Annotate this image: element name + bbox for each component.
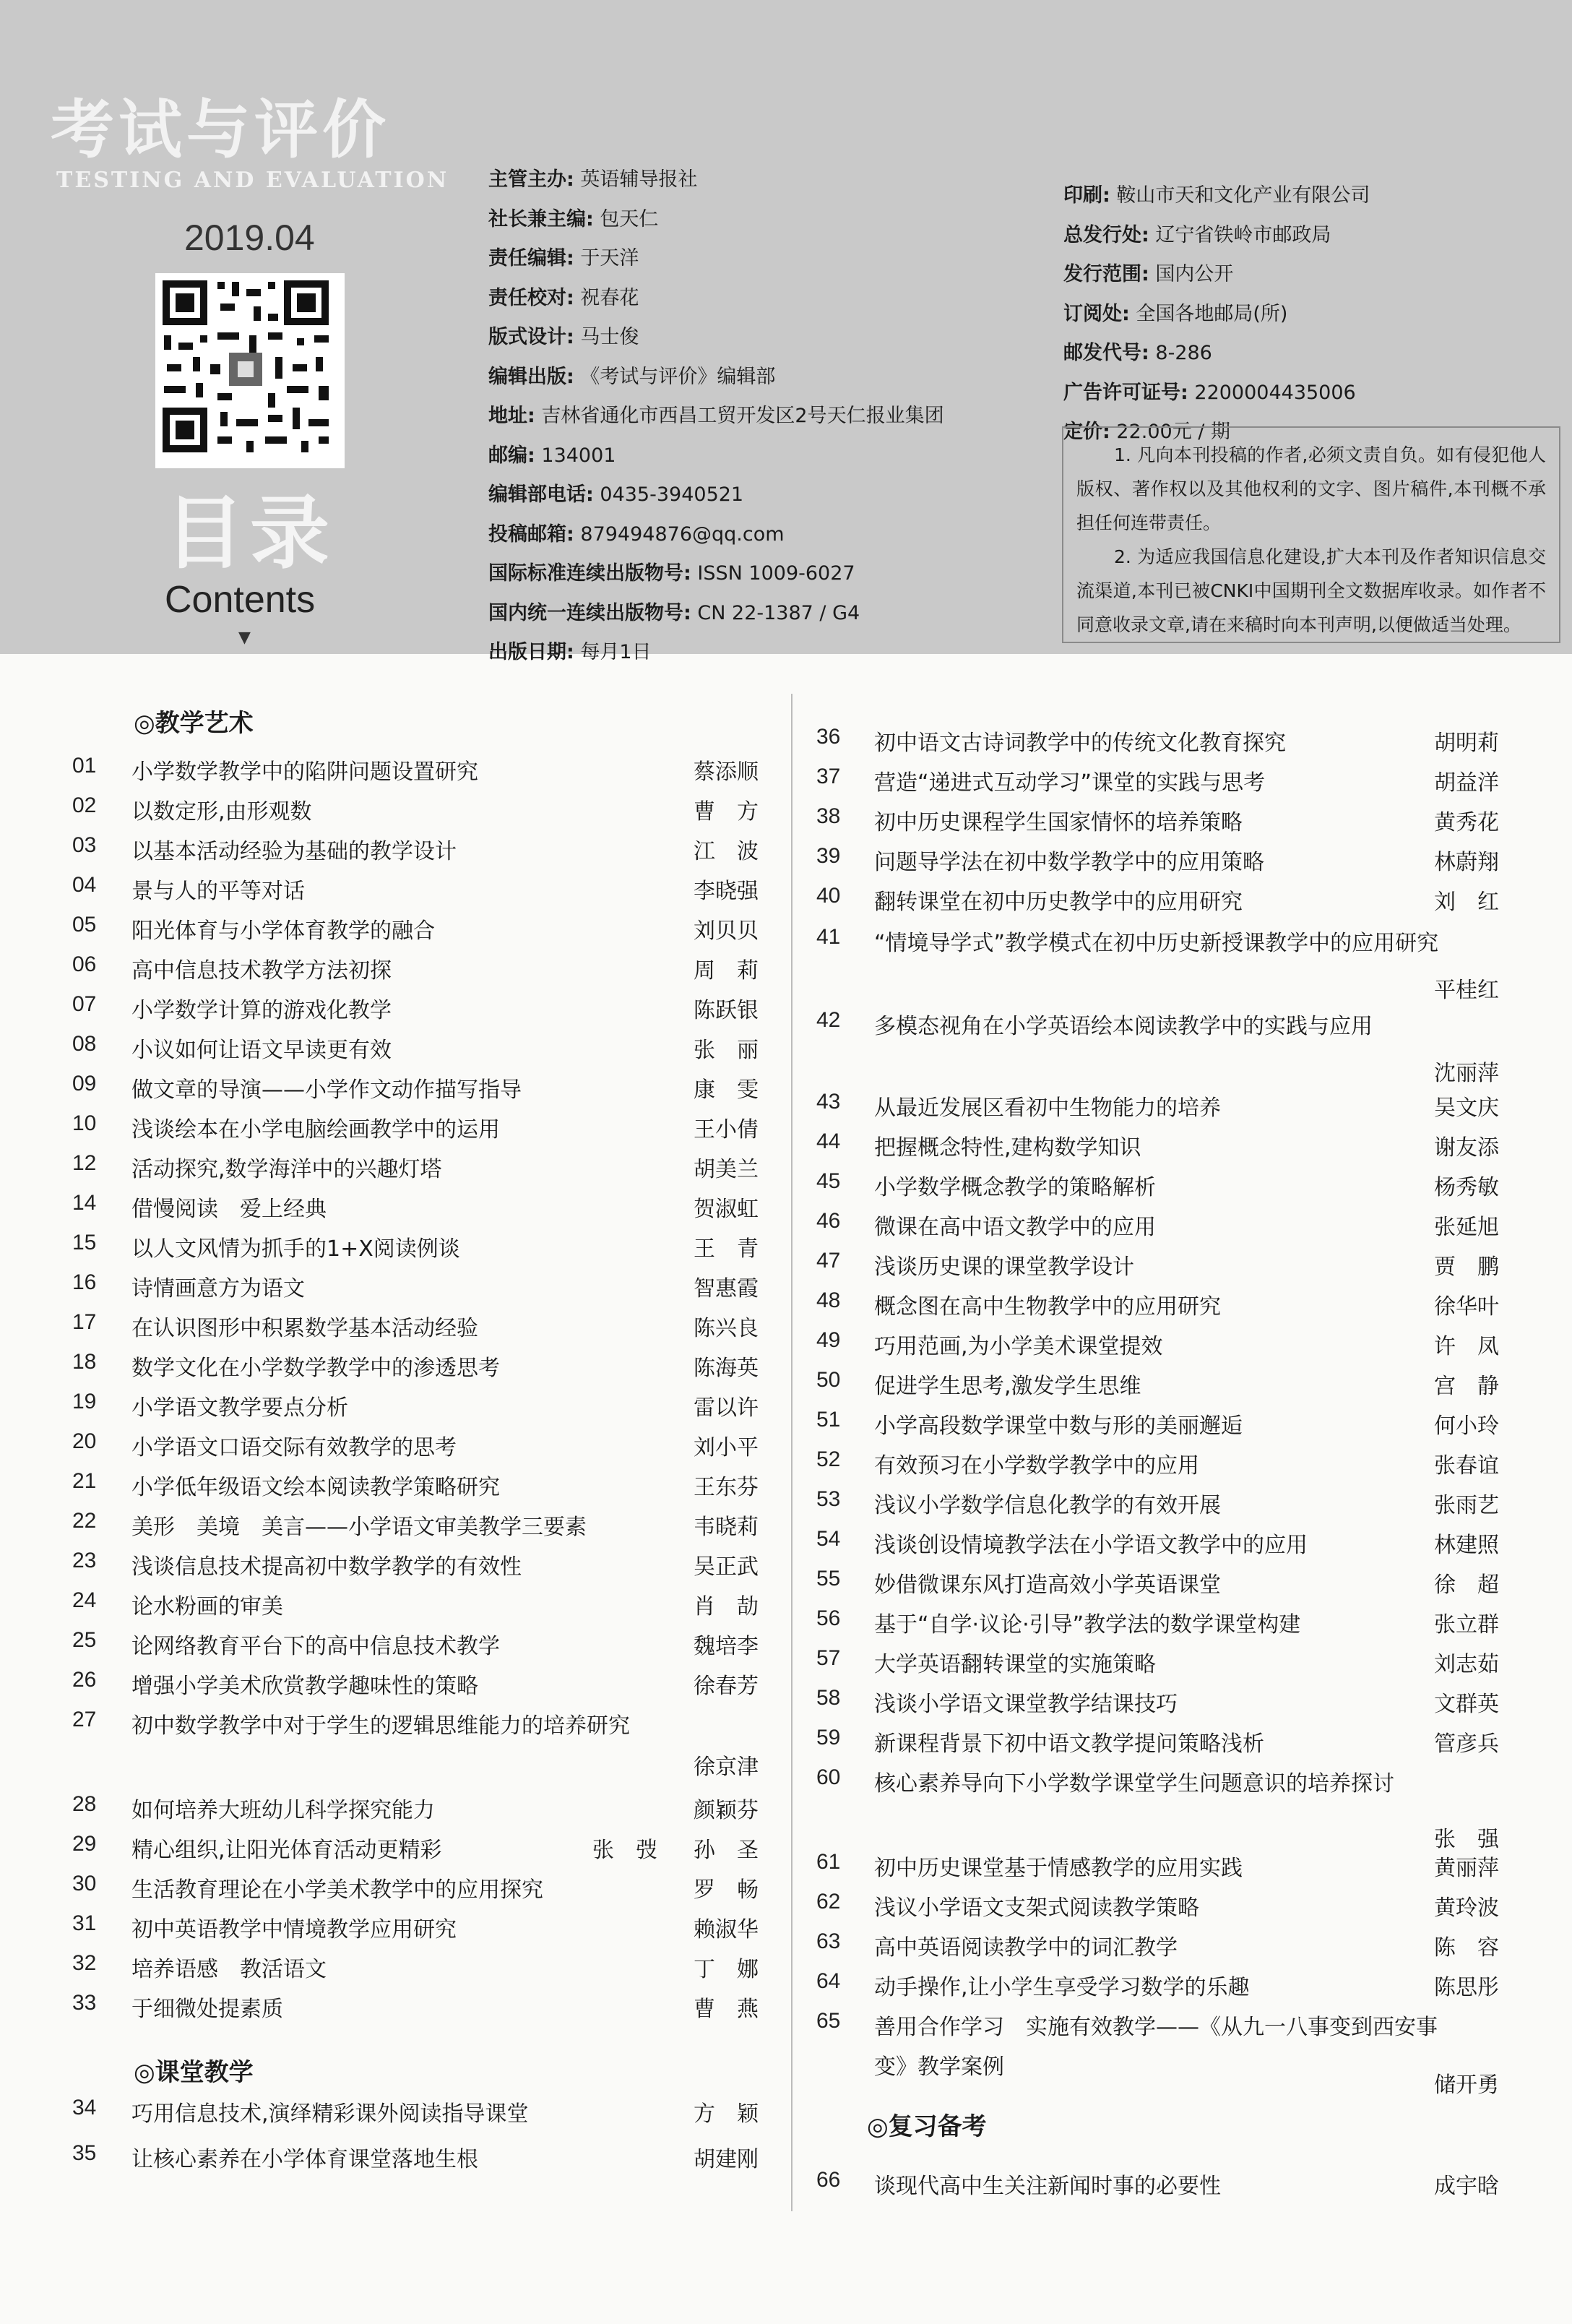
section-heading-review: ◎复习备考 bbox=[867, 2112, 987, 2141]
section-heading-teaching-art: ◎教学艺术 bbox=[134, 709, 254, 738]
toc-page-number: 32 bbox=[72, 1951, 97, 1975]
toc-title[interactable]: 小议如何让语文早读更有效 bbox=[131, 1038, 392, 1063]
toc-page-number: 57 bbox=[816, 1646, 841, 1670]
info-label: 订阅处: bbox=[1063, 302, 1130, 325]
info-value: 每月1日 bbox=[574, 641, 652, 663]
info-row bbox=[488, 239, 944, 279]
toc-title[interactable]: 从最近发展区看初中生物能力的培养 bbox=[874, 1096, 1221, 1121]
toc-title[interactable]: 高中英语阅读教学中的词汇教学 bbox=[874, 1935, 1178, 1961]
masthead-header bbox=[0, 0, 1572, 663]
toc-author: 刘志茹 bbox=[1434, 1652, 1499, 1677]
toc-author: 雷以许 bbox=[694, 1395, 759, 1421]
toc-page-number: 08 bbox=[72, 1032, 97, 1056]
info-value: 879494876@qq.com bbox=[574, 522, 785, 546]
toc-title[interactable]: 浅谈小学语文课堂教学结课技巧 bbox=[874, 1692, 1178, 1717]
journal-logo-english: TESTING AND EVALUATION bbox=[56, 168, 449, 193]
info-value: 0435-3940521 bbox=[593, 483, 744, 506]
journal-logo: 考试与评价 bbox=[51, 92, 391, 167]
toc-page-number: 49 bbox=[816, 1328, 841, 1352]
toc-title[interactable]: 培养语感 教活语文 bbox=[131, 1957, 327, 1982]
toc-author: 林建照 bbox=[1434, 1533, 1499, 1558]
notice-paragraph-1: 1. 凡向本刊投稿的作者,必须文责自负。如有侵犯他人版权、著作权以及其他权利的文字、图片稿件,本刊概不承担任何连带责任。 bbox=[1076, 444, 1546, 533]
toc-author: 张 强 bbox=[1434, 1827, 1499, 1852]
toc-page-number: 47 bbox=[816, 1249, 841, 1273]
toc-title[interactable]: 翻转课堂在初中历史教学中的应用研究 bbox=[874, 890, 1243, 915]
toc-page-number: 16 bbox=[72, 1270, 97, 1294]
info-value: 鞍山市天和文化产业有限公司 bbox=[1110, 184, 1370, 207]
toc-author: 王小倩 bbox=[694, 1117, 759, 1142]
toc-page-number: 14 bbox=[72, 1191, 97, 1215]
toc-page-number: 48 bbox=[816, 1288, 841, 1312]
toc-author: 曹 燕 bbox=[694, 1997, 759, 2022]
info-label: 广告许可证号: bbox=[1063, 381, 1188, 404]
toc-author: 黄玲波 bbox=[1434, 1895, 1499, 1921]
toc-author: 管彦兵 bbox=[1434, 1731, 1499, 1757]
toc-title[interactable]: 妙借微课东风打造高效小学英语课堂 bbox=[874, 1572, 1221, 1598]
toc-page-number: 63 bbox=[816, 1929, 841, 1953]
toc-title[interactable]: “情境导学式”教学模式在初中历史新授课教学中的应用研究 bbox=[874, 931, 1439, 956]
toc-page-number: 33 bbox=[72, 1991, 97, 2015]
info-value: 包天仁 bbox=[593, 207, 659, 231]
toc-title[interactable]: 于细微处提素质 bbox=[131, 1997, 283, 2022]
info-value: 8-286 bbox=[1149, 342, 1212, 364]
toc-author: 周 莉 bbox=[694, 958, 759, 984]
toc-page-number: 18 bbox=[72, 1350, 97, 1374]
toc-title[interactable]: 诗情画意方为语文 bbox=[131, 1276, 305, 1301]
toc-author: 陈海英 bbox=[694, 1356, 759, 1381]
info-value: 马士俊 bbox=[574, 326, 639, 348]
info-value: 吉林省通化市西昌工贸开发区2号天仁报业集团 bbox=[535, 405, 944, 427]
toc-page-number: 38 bbox=[816, 804, 841, 828]
toc-author: 林蔚翔 bbox=[1434, 850, 1499, 875]
toc-title[interactable]: 基于“自学·议论·引导”教学法的数学课堂构建 bbox=[874, 1612, 1301, 1637]
toc-title: 目录 bbox=[165, 487, 335, 580]
notice-paragraph-2: 2. 为适应我国信息化建设,扩大本刊及作者知识信息交流渠道,本刊已被CNKI中国期刊全文数据库收录。如作者不同意收录文章,请在来稿时向本刊声明,以便做适当处理。 bbox=[1076, 546, 1546, 635]
toc-author: 陈 容 bbox=[1434, 1935, 1499, 1961]
toc-page-number: 25 bbox=[72, 1628, 97, 1652]
toc-page-number: 22 bbox=[72, 1509, 97, 1533]
toc-page-number: 51 bbox=[816, 1408, 841, 1432]
toc-title[interactable]: 如何培养大班幼儿科学探究能力 bbox=[131, 1798, 435, 1823]
toc-title[interactable]: 初中语文古诗词教学中的传统文化教育探究 bbox=[874, 731, 1286, 756]
toc-title[interactable]: 小学语文口语交际有效教学的思考 bbox=[131, 1435, 457, 1460]
toc-author: 储开勇 bbox=[1434, 2073, 1499, 2098]
toc-page-number: 12 bbox=[72, 1151, 97, 1175]
info-label: 国内统一连续出版物号: bbox=[488, 601, 691, 624]
toc-page-number: 19 bbox=[72, 1390, 97, 1413]
info-row bbox=[1063, 334, 1370, 374]
info-label: 定价: bbox=[1063, 421, 1110, 443]
toc-title[interactable]: 生活教育理论在小学美术教学中的应用探究 bbox=[131, 1877, 543, 1903]
info-row bbox=[488, 554, 944, 594]
toc-title[interactable]: 以数定形,由形观数 bbox=[131, 799, 312, 825]
section-heading-classroom-teaching: ◎课堂教学 bbox=[134, 2058, 254, 2087]
info-label: 投稿邮箱: bbox=[488, 522, 574, 546]
toc-page-number: 28 bbox=[72, 1792, 97, 1816]
toc-author: 何小玲 bbox=[1434, 1413, 1499, 1439]
toc-author: 王东芬 bbox=[694, 1475, 759, 1500]
toc-page-number: 40 bbox=[816, 884, 841, 908]
toc-title[interactable]: 微课在高中语文教学中的应用 bbox=[874, 1215, 1156, 1240]
toc-author: 胡明莉 bbox=[1434, 731, 1499, 756]
toc-title[interactable]: 核心素养导向下小学数学课堂学生问题意识的培养探讨 bbox=[874, 1771, 1394, 1796]
toc-author: 魏培李 bbox=[694, 1634, 759, 1659]
toc-title[interactable]: 浅谈历史课的课堂教学设计 bbox=[874, 1254, 1134, 1280]
toc-title[interactable]: 谈现代高中生关注新闻时事的必要性 bbox=[874, 2174, 1221, 2199]
toc-page-number: 66 bbox=[816, 2168, 841, 2192]
toc-title[interactable]: 高中信息技术教学方法初探 bbox=[131, 958, 392, 984]
toc-author: 方 颖 bbox=[694, 2101, 759, 2127]
info-label: 责任校对: bbox=[488, 286, 574, 309]
info-label: 邮编: bbox=[488, 444, 535, 467]
info-label: 主管主办: bbox=[488, 168, 574, 191]
toc-title[interactable]: 做文章的导演——小学作文动作描写指导 bbox=[131, 1077, 522, 1103]
toc-author: 成宇晗 bbox=[1434, 2174, 1499, 2199]
info-row bbox=[1063, 216, 1370, 256]
info-value: ISSN 1009-6027 bbox=[691, 562, 855, 585]
toc-title[interactable]: 巧用范画,为小学美术课堂提效 bbox=[874, 1334, 1163, 1359]
toc-author: 罗 畅 bbox=[694, 1877, 759, 1903]
info-row bbox=[1063, 255, 1370, 295]
toc-title[interactable]: 增强小学美术欣赏教学趣味性的策略 bbox=[131, 1674, 478, 1699]
toc-title[interactable]: 小学数学概念教学的策略解析 bbox=[874, 1175, 1156, 1200]
toc-title[interactable]: 初中英语教学中情境教学应用研究 bbox=[131, 1917, 457, 1942]
toc-author: 刘小平 bbox=[694, 1435, 759, 1460]
info-value: 于天洋 bbox=[574, 247, 639, 270]
toc-page-number: 26 bbox=[72, 1668, 97, 1692]
toc-title-continued[interactable]: 变》教学案例 bbox=[874, 2054, 1004, 2080]
toc-page-number: 20 bbox=[72, 1429, 97, 1453]
toc-author: 丁 娜 bbox=[694, 1957, 759, 1982]
toc-title[interactable]: 浅议小学数学信息化教学的有效开展 bbox=[874, 1493, 1221, 1518]
info-row bbox=[1063, 176, 1370, 216]
toc-title[interactable]: 动手操作,让小学生享受学习数学的乐趣 bbox=[874, 1975, 1250, 2000]
notice-box bbox=[1062, 426, 1560, 643]
toc-page-number: 54 bbox=[816, 1527, 841, 1551]
toc-title[interactable]: 善用合作学习 实施有效教学——《从九一八事变到西安事 bbox=[874, 2015, 1438, 2040]
toc-page-number: 39 bbox=[816, 844, 841, 868]
toc-author: 刘 红 bbox=[1434, 890, 1499, 915]
info-row bbox=[488, 475, 944, 515]
info-label: 印刷: bbox=[1063, 184, 1110, 207]
toc-page-number: 03 bbox=[72, 833, 97, 857]
toc-page-number: 27 bbox=[72, 1708, 97, 1731]
toc-page-number: 36 bbox=[816, 725, 841, 749]
info-row bbox=[488, 279, 944, 319]
toc-page-number: 50 bbox=[816, 1368, 841, 1392]
toc-author: 许 凤 bbox=[1434, 1334, 1499, 1359]
info-row bbox=[488, 633, 944, 673]
toc-title[interactable]: 精心组织,让阳光体育活动更精彩 bbox=[131, 1838, 442, 1863]
toc-page-number: 35 bbox=[72, 2141, 97, 2165]
toc-page-number: 45 bbox=[816, 1169, 841, 1193]
toc-author: 黄丽萍 bbox=[1434, 1856, 1499, 1881]
toc-title[interactable]: 让核心素养在小学体育课堂落地生根 bbox=[131, 2147, 478, 2172]
column-divider bbox=[791, 694, 793, 2211]
toc-page-number: 58 bbox=[816, 1686, 841, 1710]
toc-author: 颜颖芬 bbox=[694, 1798, 759, 1823]
toc-author: 王 青 bbox=[694, 1236, 759, 1262]
toc-page-number: 10 bbox=[72, 1111, 97, 1135]
toc-author: 宫 静 bbox=[1434, 1374, 1499, 1399]
toc-author: 胡益洋 bbox=[1434, 770, 1499, 796]
toc-page-number: 44 bbox=[816, 1129, 841, 1153]
info-label: 版式设计: bbox=[488, 326, 574, 348]
toc-author: 贺淑虹 bbox=[694, 1197, 759, 1222]
toc-page-number: 02 bbox=[72, 793, 97, 817]
info-row bbox=[488, 318, 944, 358]
toc-page-number: 61 bbox=[816, 1850, 841, 1874]
publication-info-left bbox=[488, 160, 944, 673]
toc-title[interactable]: 问题导学法在初中数学教学中的应用策略 bbox=[874, 850, 1264, 875]
toc-title[interactable]: 新课程背景下初中语文教学提问策略浅析 bbox=[874, 1731, 1264, 1757]
toc-page-number: 62 bbox=[816, 1890, 841, 1914]
info-label: 邮发代号: bbox=[1063, 342, 1149, 364]
info-value: 祝春花 bbox=[574, 286, 639, 309]
toc-title[interactable]: 景与人的平等对话 bbox=[131, 879, 305, 904]
toc-author: 徐春芳 bbox=[694, 1674, 759, 1699]
info-label: 编辑出版: bbox=[488, 365, 574, 388]
toc-author: 平桂红 bbox=[1434, 978, 1499, 1003]
toc-page-number: 42 bbox=[816, 1008, 841, 1032]
toc-page-number: 30 bbox=[72, 1872, 97, 1895]
toc-author: 谢友添 bbox=[1434, 1135, 1499, 1161]
toc-page-number: 52 bbox=[816, 1447, 841, 1471]
toc-author: 康 雯 bbox=[694, 1077, 759, 1103]
toc-title-english: Contents bbox=[165, 579, 316, 621]
toc-title[interactable]: 营造“递进式互动学习”课堂的实践与思考 bbox=[874, 770, 1266, 796]
toc-author: 陈兴良 bbox=[694, 1316, 759, 1341]
toc-author: 陈跃银 bbox=[694, 998, 759, 1023]
info-value: 英语辅导报社 bbox=[574, 168, 698, 191]
toc-title[interactable]: 以人文风情为抓手的1+X阅读例谈 bbox=[131, 1236, 460, 1262]
toc-author: 吴文庆 bbox=[1434, 1096, 1499, 1121]
toc-title[interactable]: 借慢阅读 爱上经典 bbox=[131, 1197, 327, 1222]
qr-code-icon[interactable] bbox=[155, 273, 345, 468]
info-row bbox=[488, 436, 944, 476]
toc-author: 徐 超 bbox=[1434, 1572, 1499, 1598]
info-value: 134001 bbox=[535, 444, 616, 467]
toc-page-number: 17 bbox=[72, 1310, 97, 1334]
toc-page-number: 15 bbox=[72, 1231, 97, 1254]
info-row bbox=[488, 515, 944, 555]
toc-page-number: 55 bbox=[816, 1567, 841, 1591]
info-value: CN 22-1387 / G4 bbox=[691, 601, 860, 624]
toc-title[interactable]: 浅谈信息技术提高初中数学教学的有效性 bbox=[131, 1554, 522, 1580]
toc-title[interactable]: 小学数学计算的游戏化教学 bbox=[131, 998, 392, 1023]
toc-page-number: 01 bbox=[72, 754, 97, 778]
triangle-down-icon: ▼ bbox=[238, 629, 251, 647]
toc-author: 曹 方 bbox=[694, 799, 759, 825]
toc-title[interactable]: 小学数学教学中的陷阱问题设置研究 bbox=[131, 759, 478, 785]
info-row bbox=[488, 200, 944, 240]
toc-page-number: 34 bbox=[72, 2096, 97, 2119]
toc-author: 文群英 bbox=[1434, 1692, 1499, 1717]
toc-author: 贾 鹏 bbox=[1434, 1254, 1499, 1280]
info-value: 国内公开 bbox=[1149, 263, 1234, 285]
info-value: 全国各地邮局(所) bbox=[1129, 302, 1288, 325]
toc-author: 黄秀花 bbox=[1434, 810, 1499, 835]
toc-author: 李晓强 bbox=[694, 879, 759, 904]
info-label: 社长兼主编: bbox=[488, 207, 594, 231]
info-label: 编辑部电话: bbox=[488, 483, 594, 506]
toc-page-number: 53 bbox=[816, 1487, 841, 1511]
info-label: 出版日期: bbox=[488, 641, 574, 663]
toc-title[interactable]: 有效预习在小学数学教学中的应用 bbox=[874, 1453, 1199, 1479]
toc-title[interactable]: 初中历史课堂基于情感教学的应用实践 bbox=[874, 1856, 1243, 1881]
info-row bbox=[488, 358, 944, 397]
toc-author: 赖淑华 bbox=[694, 1917, 759, 1942]
info-value: 辽宁省铁岭市邮政局 bbox=[1149, 223, 1331, 246]
toc-author: 沈丽萍 bbox=[1434, 1061, 1499, 1086]
info-row bbox=[488, 594, 944, 634]
toc-author: 吴正武 bbox=[694, 1554, 759, 1580]
toc-author: 胡美兰 bbox=[694, 1157, 759, 1182]
toc-page-number: 24 bbox=[72, 1588, 97, 1612]
toc-title[interactable]: 美形 美境 美言——小学语文审美教学三要素 bbox=[131, 1515, 587, 1540]
publication-info-right bbox=[1063, 176, 1370, 452]
toc-title[interactable]: 巧用信息技术,演绎精彩课外阅读指导课堂 bbox=[131, 2101, 529, 2127]
toc-author: 陈思彤 bbox=[1434, 1975, 1499, 2000]
toc-author: 孙 圣 bbox=[694, 1838, 759, 1863]
info-label: 总发行处: bbox=[1063, 223, 1149, 246]
toc-author: 智惠霞 bbox=[694, 1276, 759, 1301]
toc-title[interactable]: 把握概念特性,建构数学知识 bbox=[874, 1135, 1141, 1161]
toc-page-number: 09 bbox=[72, 1072, 97, 1096]
toc-page-number: 06 bbox=[72, 952, 97, 976]
toc-title[interactable]: 数学文化在小学数学教学中的渗透思考 bbox=[131, 1356, 500, 1381]
toc-author: 张雨艺 bbox=[1434, 1493, 1499, 1518]
info-row bbox=[488, 397, 944, 436]
toc-page-number: 43 bbox=[816, 1090, 841, 1114]
toc-author: 张 丽 bbox=[694, 1038, 759, 1063]
toc-title[interactable]: 活动探究,数学海洋中的兴趣灯塔 bbox=[131, 1157, 442, 1182]
toc-page-number: 23 bbox=[72, 1549, 97, 1572]
toc-title[interactable]: 浅谈创设情境教学法在小学语文教学中的应用 bbox=[874, 1533, 1308, 1558]
info-label: 发行范围: bbox=[1063, 263, 1149, 285]
toc-title[interactable]: 初中数学教学中对于学生的逻辑思维能力的培养研究 bbox=[131, 1713, 630, 1739]
toc-author: 刘贝贝 bbox=[694, 918, 759, 944]
info-row bbox=[1063, 374, 1370, 413]
toc-page-number: 56 bbox=[816, 1606, 841, 1630]
toc-page-number: 21 bbox=[72, 1469, 97, 1493]
toc-title[interactable]: 概念图在高中生物教学中的应用研究 bbox=[874, 1294, 1221, 1320]
toc-author: 韦晓莉 bbox=[694, 1515, 759, 1540]
toc-title[interactable]: 浅议小学语文支架式阅读教学策略 bbox=[874, 1895, 1199, 1921]
toc-author: 徐华叶 bbox=[1434, 1294, 1499, 1320]
info-label: 责任编辑: bbox=[488, 247, 574, 270]
toc-author: 杨秀敏 bbox=[1434, 1175, 1499, 1200]
toc-page-number: 65 bbox=[816, 2009, 841, 2033]
toc-page-number: 64 bbox=[816, 1969, 841, 1993]
toc-page-number: 05 bbox=[72, 913, 97, 937]
toc-page-number: 41 bbox=[816, 925, 841, 949]
toc-author: 肖 劼 bbox=[694, 1594, 759, 1619]
toc-title[interactable]: 阳光体育与小学体育教学的融合 bbox=[131, 918, 435, 944]
toc-title[interactable]: 初中历史课程学生国家情怀的培养策略 bbox=[874, 810, 1243, 835]
info-row bbox=[488, 160, 944, 200]
info-value: 2200004435006 bbox=[1188, 381, 1356, 404]
toc-page-number: 59 bbox=[816, 1726, 841, 1750]
toc-title[interactable]: 论网络教育平台下的高中信息技术教学 bbox=[131, 1634, 500, 1659]
toc-page-number: 37 bbox=[816, 765, 841, 788]
toc-page-number: 31 bbox=[72, 1911, 97, 1935]
toc-title[interactable]: 以基本活动经验为基础的教学设计 bbox=[131, 839, 457, 864]
info-label: 国际标准连续出版物号: bbox=[488, 562, 691, 585]
toc-author: 胡建刚 bbox=[694, 2147, 759, 2172]
toc-title[interactable]: 大学英语翻转课堂的实施策略 bbox=[874, 1652, 1156, 1677]
info-label: 地址: bbox=[488, 405, 535, 427]
toc-author: 张延旭 bbox=[1434, 1215, 1499, 1240]
info-row bbox=[1063, 295, 1370, 335]
toc-title[interactable]: 论水粉画的审美 bbox=[131, 1594, 283, 1619]
toc-author: 张立群 bbox=[1434, 1612, 1499, 1637]
toc-page-number: 07 bbox=[72, 992, 97, 1016]
toc-title[interactable]: 小学低年级语文绘本阅读教学策略研究 bbox=[131, 1475, 500, 1500]
info-value: 《考试与评价》编辑部 bbox=[574, 365, 776, 388]
toc-author: 江 波 bbox=[694, 839, 759, 864]
info-value: 22.00元 / 期 bbox=[1110, 421, 1230, 443]
toc-title[interactable]: 在认识图形中积累数学基本活动经验 bbox=[131, 1316, 478, 1341]
toc-author: 张春谊 bbox=[1434, 1453, 1499, 1479]
toc-author: 蔡添顺 bbox=[694, 759, 759, 785]
toc-title[interactable]: 促进学生思考,激发学生思维 bbox=[874, 1374, 1141, 1399]
toc-author: 徐京津 bbox=[694, 1755, 759, 1780]
toc-title[interactable]: 浅谈绘本在小学电脑绘画教学中的运用 bbox=[131, 1117, 500, 1142]
toc-title[interactable]: 小学高段数学课堂中数与形的美丽邂逅 bbox=[874, 1413, 1243, 1439]
toc-title[interactable]: 小学语文教学要点分析 bbox=[131, 1395, 348, 1421]
issue-number: 2019.04 bbox=[184, 218, 315, 258]
toc-page-number: 04 bbox=[72, 873, 97, 897]
toc-title[interactable]: 多模态视角在小学英语绘本阅读教学中的实践与应用 bbox=[874, 1014, 1373, 1039]
toc-page-number: 60 bbox=[816, 1765, 841, 1789]
toc-author-secondary: 张 弢 bbox=[592, 1838, 657, 1863]
toc-page-number: 46 bbox=[816, 1209, 841, 1233]
toc-page-number: 29 bbox=[72, 1832, 97, 1856]
